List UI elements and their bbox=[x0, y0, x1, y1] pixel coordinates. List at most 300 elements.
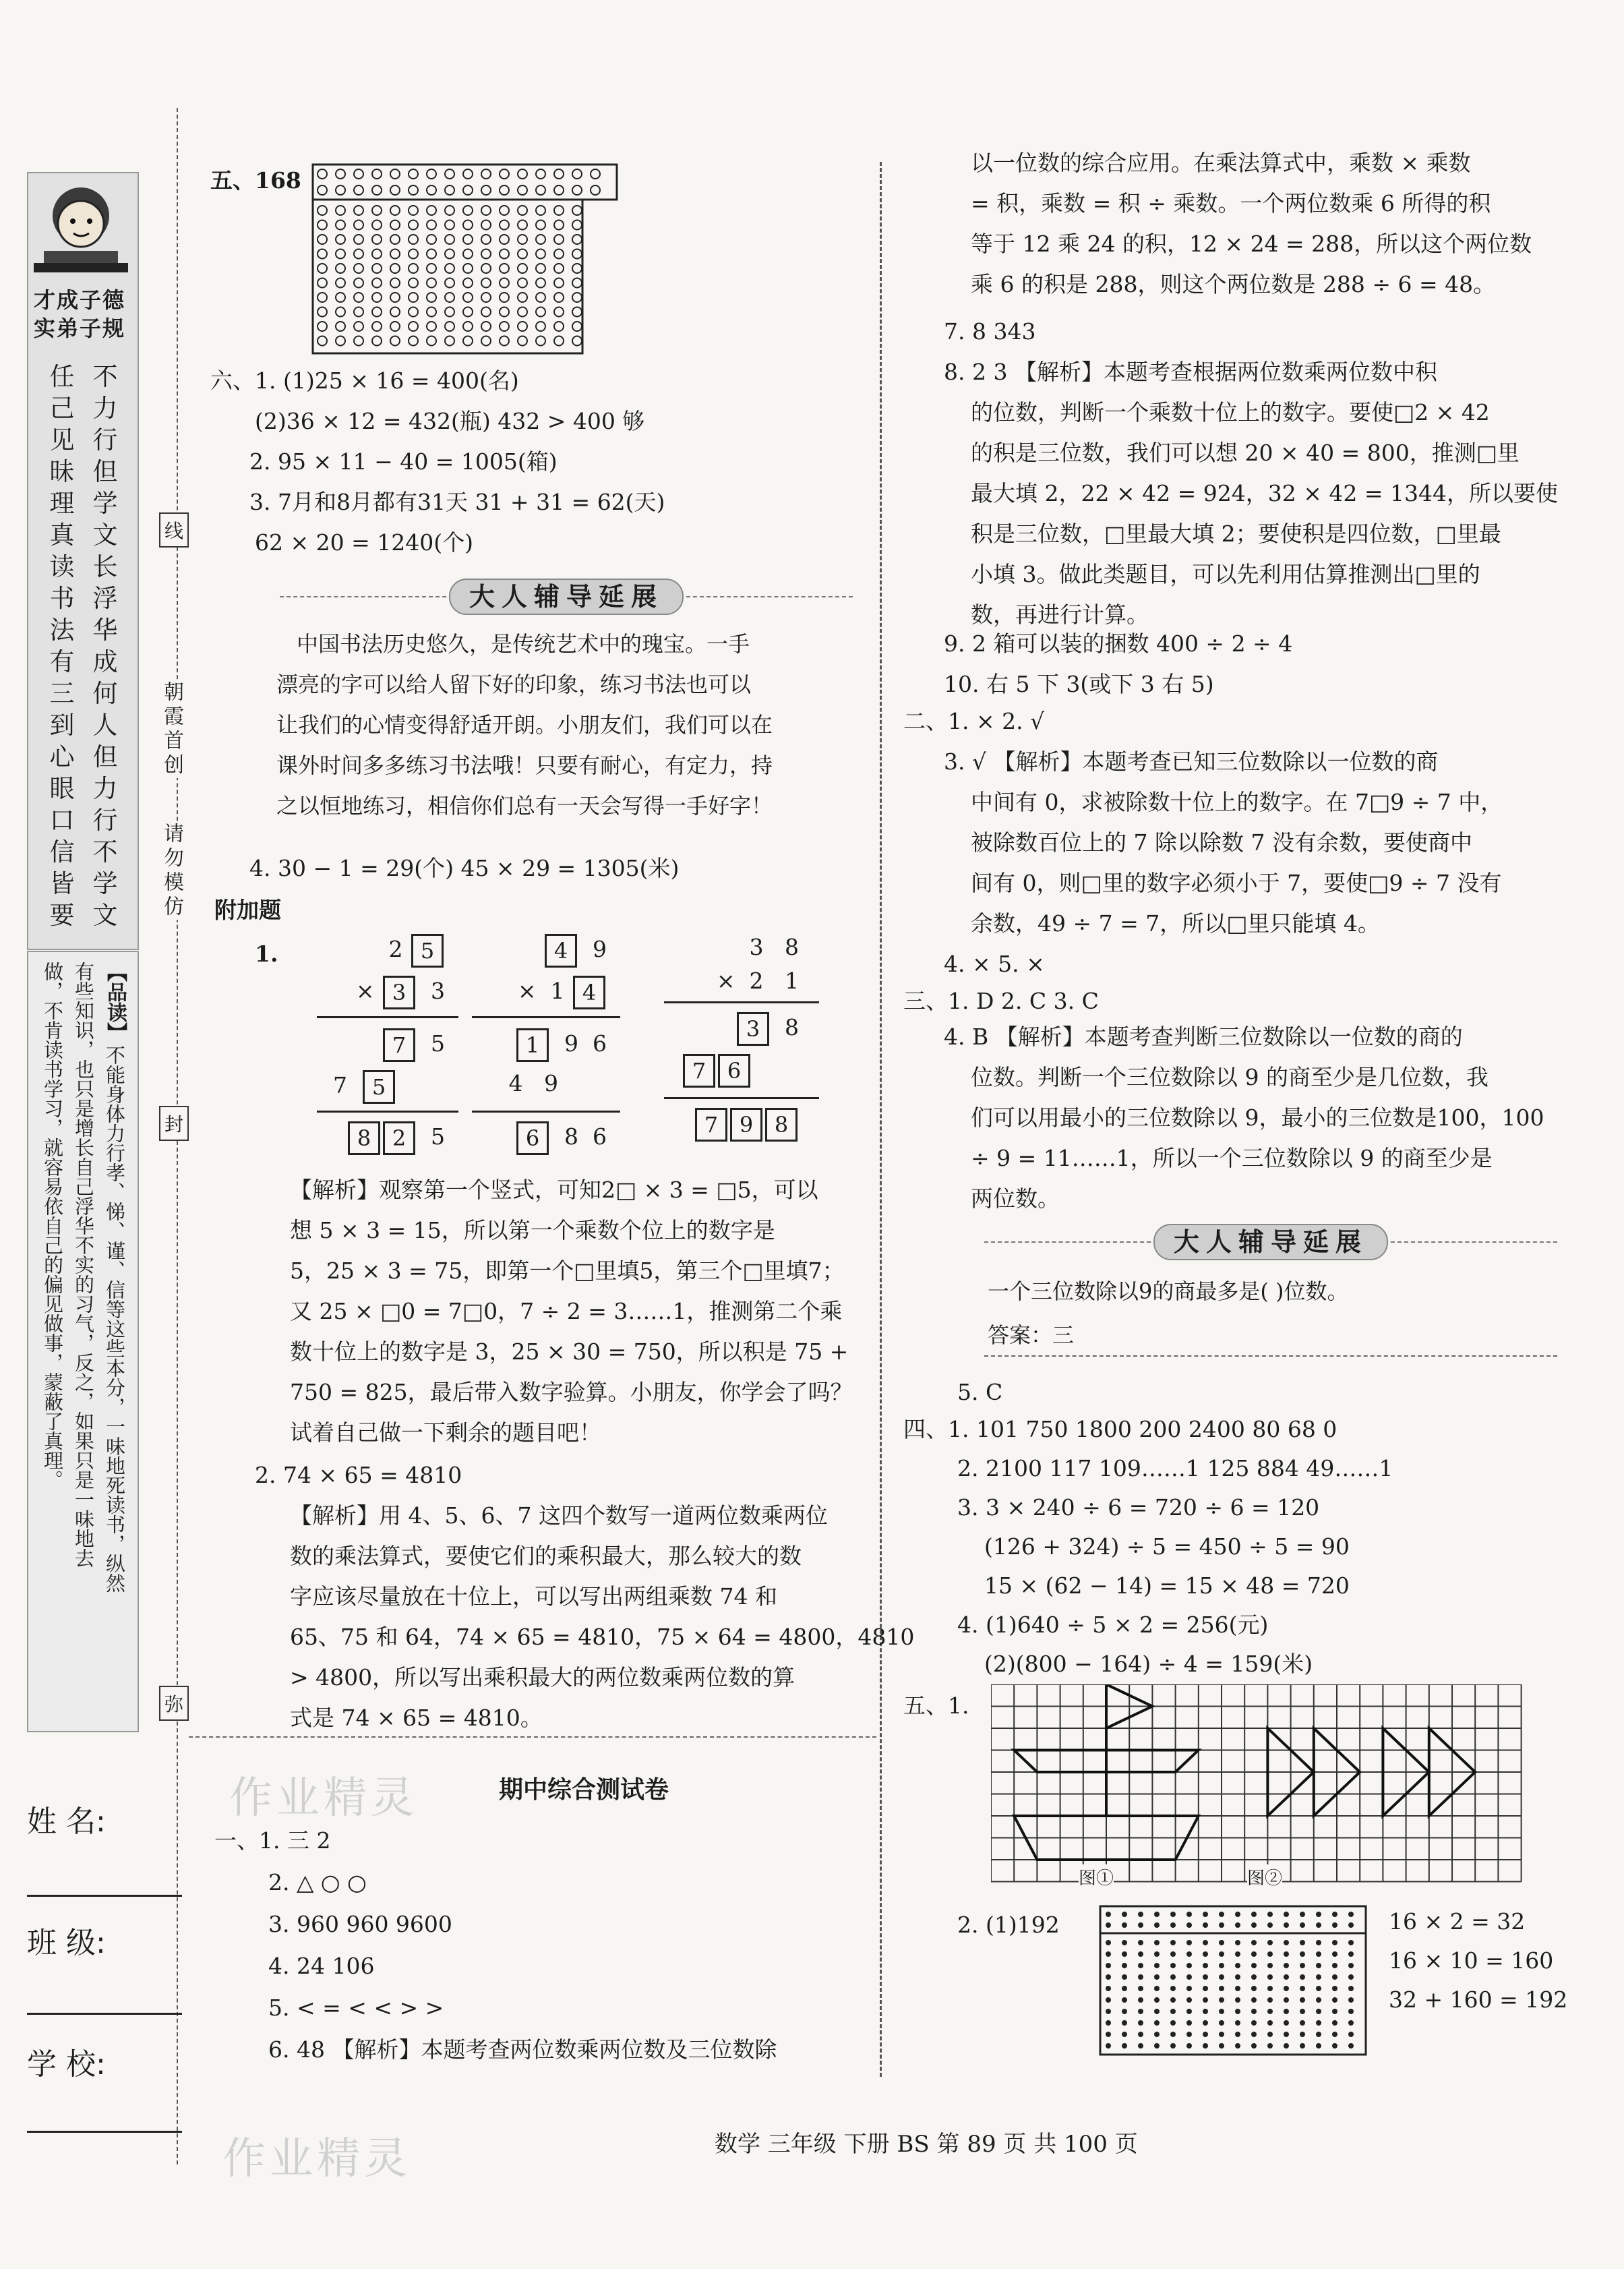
dot bbox=[1251, 1986, 1257, 1991]
dot bbox=[318, 293, 327, 302]
dot bbox=[536, 307, 545, 317]
dot bbox=[354, 336, 363, 346]
dot bbox=[1186, 2032, 1192, 2037]
banner-bottom-line bbox=[984, 1355, 1557, 1357]
dot bbox=[336, 278, 345, 288]
banner-title: 大人辅导延展 bbox=[449, 579, 684, 615]
dot bbox=[409, 264, 418, 273]
dot bbox=[591, 169, 600, 179]
analysis1-line6: 750 = 825，最后带入数字验算。小朋友，你学会了吗？ bbox=[290, 1379, 853, 1405]
m1-2: 2. △ ○ ○ bbox=[268, 1869, 367, 1895]
vm-digit: 4 bbox=[508, 1070, 523, 1096]
dot bbox=[572, 322, 582, 331]
dot bbox=[1154, 2009, 1160, 2014]
dot bbox=[500, 185, 509, 195]
dot bbox=[1154, 2043, 1160, 2049]
dot bbox=[554, 185, 564, 195]
reading-col-3: 做，不肯读书学习，就容易依自己的偏见做事，蒙蔽了真理。 bbox=[41, 962, 64, 1490]
dot bbox=[445, 322, 454, 331]
dot bbox=[336, 307, 345, 317]
dot bbox=[1348, 1951, 1354, 1957]
vm-box[interactable]: 8 bbox=[348, 1121, 380, 1155]
dot bbox=[1235, 2009, 1240, 2014]
dot bbox=[481, 293, 491, 302]
dot bbox=[1284, 1986, 1289, 1991]
dot bbox=[1300, 1912, 1305, 1917]
dot bbox=[572, 185, 582, 195]
dot bbox=[1122, 1974, 1127, 1980]
dot bbox=[500, 264, 509, 273]
dot bbox=[518, 220, 527, 230]
b3-line1: 3. √ 【解析】本题考查已知三位数除以一位数的商 bbox=[944, 748, 1439, 775]
dot bbox=[1203, 1940, 1208, 1945]
vm-digit: 3 bbox=[431, 978, 445, 1004]
dot bbox=[518, 278, 527, 288]
vm-row bbox=[750, 934, 799, 960]
vm-row bbox=[515, 1028, 607, 1062]
dot bbox=[336, 220, 345, 230]
dot bbox=[1122, 2032, 1127, 2037]
dot bbox=[1138, 2032, 1143, 2037]
vm-row bbox=[735, 1012, 799, 1046]
dot bbox=[1284, 1974, 1289, 1980]
dot bbox=[536, 336, 545, 346]
dot bbox=[372, 322, 382, 331]
dot bbox=[1316, 1974, 1321, 1980]
dot bbox=[1203, 1974, 1208, 1980]
dot bbox=[427, 278, 436, 288]
dot bbox=[1267, 1912, 1273, 1917]
dot bbox=[1235, 1922, 1240, 1928]
dot bbox=[1348, 2020, 1354, 2026]
c5: 5. C bbox=[957, 1379, 1003, 1405]
poem-entry: 任己见 bbox=[49, 362, 75, 454]
dot bbox=[1203, 1997, 1208, 2003]
dot bbox=[372, 293, 382, 302]
dot bbox=[1316, 2043, 1321, 2049]
vm-rule bbox=[664, 1001, 819, 1003]
dot bbox=[1106, 1912, 1111, 1917]
dot-grid-figure-2 bbox=[1099, 1905, 1369, 2057]
a8-line4: 最大填 2，22 × 42 = 924，32 × 42 = 1344，所以要使 bbox=[971, 480, 1558, 506]
vm-digit: 5 bbox=[431, 1030, 445, 1057]
dot bbox=[1348, 2043, 1354, 2049]
dot bbox=[554, 206, 564, 215]
analysis2-line2: 数的乘法算式，要使它们的乘积最大，那么较大的数 bbox=[290, 1543, 802, 1569]
vm-box[interactable]: 6 bbox=[718, 1054, 750, 1088]
dot bbox=[1316, 2009, 1321, 2014]
dot bbox=[372, 220, 382, 230]
dot bbox=[1122, 2020, 1127, 2026]
dot bbox=[372, 264, 382, 273]
dot bbox=[554, 307, 564, 317]
dot bbox=[1170, 1963, 1176, 1968]
dot bbox=[536, 220, 545, 230]
dot bbox=[1122, 1922, 1127, 1928]
dot bbox=[1267, 2020, 1273, 2026]
vm-box[interactable]: 7 bbox=[683, 1054, 715, 1088]
dot bbox=[500, 206, 509, 215]
vm-box[interactable]: 3 bbox=[383, 976, 415, 1009]
dot bbox=[1170, 1922, 1176, 1928]
dot bbox=[591, 185, 600, 195]
dot bbox=[1170, 2043, 1176, 2049]
dot bbox=[463, 336, 473, 346]
dot bbox=[572, 264, 582, 273]
dot bbox=[1332, 1912, 1337, 1917]
dot bbox=[318, 185, 327, 195]
dot bbox=[1316, 1940, 1321, 1945]
vm-digit: 1 bbox=[785, 968, 799, 994]
dot bbox=[1332, 2043, 1337, 2049]
poem-entry: 成何人 bbox=[92, 647, 118, 740]
dot bbox=[1203, 1986, 1208, 1991]
dot bbox=[463, 249, 473, 259]
dot bbox=[1284, 1997, 1289, 2003]
dot bbox=[554, 220, 564, 230]
dot bbox=[1300, 1986, 1305, 1991]
vm-rule bbox=[664, 1097, 819, 1099]
dot bbox=[1251, 1912, 1257, 1917]
d2: 2. 2100 117 109……1 125 884 49……1 bbox=[957, 1455, 1393, 1481]
dot bbox=[1300, 1922, 1305, 1928]
vm-sign: × bbox=[716, 968, 735, 994]
vm-box[interactable]: 4 bbox=[545, 934, 577, 968]
dot bbox=[518, 206, 527, 215]
dot bbox=[481, 249, 491, 259]
dot bbox=[1122, 2043, 1127, 2049]
dot bbox=[518, 249, 527, 259]
dot bbox=[1251, 2043, 1257, 2049]
dot bbox=[536, 293, 545, 302]
dot bbox=[409, 336, 418, 346]
vm-row bbox=[356, 976, 445, 1009]
vm-digit: 6 bbox=[593, 1123, 607, 1150]
dot bbox=[390, 235, 400, 244]
dot bbox=[1251, 2009, 1257, 2014]
poem-right-words bbox=[92, 361, 120, 931]
dot bbox=[481, 278, 491, 288]
extra-title: 附加题 bbox=[214, 897, 281, 923]
dot bbox=[1267, 1922, 1273, 1928]
dot bbox=[500, 220, 509, 230]
dot bbox=[463, 278, 473, 288]
dot bbox=[409, 249, 418, 259]
dot bbox=[1138, 1951, 1143, 1957]
vm-box[interactable]: 2 bbox=[383, 1121, 415, 1155]
dot bbox=[372, 206, 382, 215]
dot bbox=[318, 235, 327, 244]
vm-box[interactable]: 1 bbox=[516, 1028, 549, 1062]
dot bbox=[390, 169, 400, 179]
vm-box[interactable]: 6 bbox=[516, 1121, 549, 1155]
dot bbox=[354, 249, 363, 259]
dot bbox=[318, 206, 327, 215]
dot bbox=[518, 185, 527, 195]
c4-line4: ÷ 9 = 11……1，所以一个三位数除以 9 的商至少是 bbox=[971, 1145, 1493, 1171]
poem-entry: 长浮华 bbox=[92, 552, 118, 645]
dot bbox=[1138, 2009, 1143, 2014]
dot bbox=[409, 185, 418, 195]
s6-1b: (2)36 × 12 = 432(瓶) 432 > 400 够 bbox=[255, 408, 645, 434]
d4b: (2)(800 − 164) ÷ 4 = 159(米) bbox=[984, 1651, 1313, 1677]
dot bbox=[1203, 2043, 1208, 2049]
vm-rule bbox=[317, 1016, 458, 1018]
dot bbox=[518, 336, 527, 346]
dot bbox=[554, 235, 564, 244]
dot bbox=[1154, 1974, 1160, 1980]
c4-line2: 位数。判断一个三位数除以 9 的商至少是几位数，我 bbox=[971, 1064, 1488, 1090]
dot bbox=[1138, 1997, 1143, 2003]
poem-entry: 读书法 bbox=[49, 552, 75, 645]
dot bbox=[1186, 1974, 1192, 1980]
dot bbox=[572, 206, 582, 215]
dot bbox=[1284, 1912, 1289, 1917]
dot bbox=[390, 220, 400, 230]
q5-label: 五、168 bbox=[210, 167, 301, 194]
dot bbox=[1284, 1940, 1289, 1945]
dot bbox=[390, 185, 400, 195]
analysis2-line4: 65、75 和 64，74 × 65 = 4810，75 × 64 = 4800，4810 bbox=[290, 1624, 915, 1650]
vm-box[interactable]: 7 bbox=[383, 1028, 415, 1062]
c4-line3: 们可以用最小的三位数除以 9，最小的三位数是100，100 bbox=[971, 1104, 1544, 1131]
dot bbox=[1332, 2032, 1337, 2037]
dot bbox=[445, 206, 454, 215]
dot bbox=[1251, 1997, 1257, 2003]
para1-line1: 中国书法历史悠久，是传统艺术中的瑰宝。一手 bbox=[297, 631, 750, 657]
dot bbox=[481, 307, 491, 317]
dot bbox=[1138, 1963, 1143, 1968]
dot bbox=[336, 264, 345, 273]
dot bbox=[1284, 1951, 1289, 1957]
a10: 10. 右 5 下 3(或下 3 右 5) bbox=[944, 671, 1214, 697]
dot bbox=[1203, 1963, 1208, 1968]
dot bbox=[354, 264, 363, 273]
school-underline[interactable] bbox=[27, 2131, 182, 2133]
vm-digit: 8 bbox=[785, 1014, 799, 1040]
dot bbox=[1348, 1940, 1354, 1945]
vm-digit: 8 bbox=[785, 934, 799, 960]
poem-table bbox=[30, 361, 135, 941]
vm-box[interactable]: 9 bbox=[730, 1108, 762, 1142]
seal-text-2: 请勿模仿 bbox=[156, 823, 186, 920]
dot bbox=[372, 307, 382, 317]
vm-rule bbox=[472, 1016, 620, 1018]
dot bbox=[536, 206, 545, 215]
dot bbox=[390, 322, 400, 331]
dot bbox=[1138, 1922, 1143, 1928]
mark-xian: 线 bbox=[159, 512, 189, 548]
cont-line1: 以一位数的综合应用。在乘法算式中，乘数 × 乘数 bbox=[971, 150, 1471, 176]
symmetry-grid-figure bbox=[991, 1684, 1524, 1893]
vm-box[interactable]: 8 bbox=[765, 1108, 798, 1142]
vm-box[interactable]: 5 bbox=[363, 1070, 395, 1104]
dot bbox=[1219, 1951, 1224, 1957]
dot bbox=[1300, 2009, 1305, 2014]
dot bbox=[409, 220, 418, 230]
vm-row bbox=[515, 1121, 607, 1155]
dot bbox=[1316, 2032, 1321, 2037]
dot bbox=[1332, 1940, 1337, 1945]
vm-box[interactable]: 7 bbox=[695, 1108, 727, 1142]
dot bbox=[1106, 1951, 1111, 1957]
vm-digit: 8 bbox=[564, 1123, 579, 1150]
dot bbox=[372, 235, 382, 244]
dot bbox=[518, 307, 527, 317]
dot bbox=[1106, 1922, 1111, 1928]
reading-text bbox=[30, 957, 135, 1726]
dot bbox=[1332, 1963, 1337, 1968]
dot bbox=[336, 336, 345, 346]
poem-entry: 但学文 bbox=[92, 457, 118, 550]
dot bbox=[390, 206, 400, 215]
b3-line4: 间有 0，则□里的数字必须小于 7，要使□9 ÷ 7 没有 bbox=[971, 870, 1502, 896]
dot bbox=[354, 185, 363, 195]
dot bbox=[536, 264, 545, 273]
dot bbox=[445, 264, 454, 273]
vm-row bbox=[333, 1070, 396, 1104]
dot bbox=[463, 322, 473, 331]
dot bbox=[1348, 1974, 1354, 1980]
analysis2-line5: > 4800，所以写出乘积最大的两位数乘两位数的算 bbox=[290, 1664, 795, 1690]
vm-row bbox=[347, 1121, 445, 1155]
dot bbox=[463, 185, 473, 195]
s6-2: 2. 95 × 11 − 40 = 1005(箱) bbox=[249, 448, 558, 475]
dot-strip-frame bbox=[1100, 1906, 1366, 1933]
dot bbox=[1154, 2020, 1160, 2026]
analysis2-line1: 【解析】用 4、5、6、7 这四个数写一道两位数乘两位 bbox=[290, 1502, 828, 1529]
dot bbox=[481, 322, 491, 331]
dot bbox=[390, 249, 400, 259]
dot bbox=[1203, 1912, 1208, 1917]
vm-row bbox=[518, 976, 607, 1009]
dot bbox=[336, 249, 345, 259]
vm-box[interactable]: 4 bbox=[573, 976, 605, 1009]
poem-entry: 心眼口 bbox=[49, 742, 75, 835]
dot bbox=[1170, 2032, 1176, 2037]
dot bbox=[1267, 1963, 1273, 1968]
dot bbox=[1138, 2043, 1143, 2049]
vm-rule bbox=[472, 1111, 620, 1113]
dot bbox=[1348, 2032, 1354, 2037]
vm-digit: 9 bbox=[564, 1030, 579, 1057]
d3a: 3. 3 × 240 ÷ 6 = 720 ÷ 6 = 120 bbox=[957, 1494, 1320, 1521]
dot bbox=[1122, 2009, 1127, 2014]
dot bbox=[1235, 1912, 1240, 1917]
analysis2-line6: 式是 74 × 65 = 4810。 bbox=[290, 1705, 543, 1731]
extra-2: 2. 74 × 65 = 4810 bbox=[255, 1462, 462, 1488]
dot bbox=[427, 307, 436, 317]
dot-grid-figure bbox=[311, 163, 618, 355]
name-underline[interactable] bbox=[27, 1895, 182, 1897]
dot bbox=[1332, 1974, 1337, 1980]
dot bbox=[336, 185, 345, 195]
dot bbox=[1122, 1940, 1127, 1945]
fig1-label: 图① bbox=[1079, 1864, 1114, 1889]
dot bbox=[1154, 1922, 1160, 1928]
vm-row bbox=[543, 934, 607, 968]
column-divider bbox=[880, 162, 882, 2077]
b4: 4. × 5. × bbox=[944, 951, 1045, 977]
b3-line2: 中间有 0，求被除数十位上的数字。在 7□9 ÷ 7 中， bbox=[971, 789, 1503, 815]
dot bbox=[1106, 2043, 1111, 2049]
dot bbox=[1300, 1997, 1305, 2003]
dot bbox=[1284, 2043, 1289, 2049]
dot bbox=[372, 278, 382, 288]
class-underline[interactable] bbox=[27, 2013, 182, 2015]
dot bbox=[481, 264, 491, 273]
vm-sign: × bbox=[355, 978, 375, 1004]
dot bbox=[1186, 1912, 1192, 1917]
dot bbox=[1251, 1922, 1257, 1928]
dot bbox=[500, 169, 509, 179]
dot bbox=[1235, 1997, 1240, 2003]
dot bbox=[354, 307, 363, 317]
vm-box[interactable]: 3 bbox=[737, 1012, 769, 1046]
dot bbox=[1106, 2009, 1111, 2014]
dot bbox=[1106, 1997, 1111, 2003]
dot bbox=[554, 169, 564, 179]
school-label: 学 校: bbox=[27, 2047, 106, 2082]
dot bbox=[1219, 2009, 1224, 2014]
dot bbox=[1106, 1974, 1111, 1980]
dot bbox=[445, 336, 454, 346]
vm-digit: 2 bbox=[388, 936, 403, 962]
dot bbox=[572, 249, 582, 259]
dot bbox=[1170, 2009, 1176, 2014]
dot bbox=[1267, 2009, 1273, 2014]
poem-entry: 但力行 bbox=[92, 742, 118, 835]
dot bbox=[1332, 1922, 1337, 1928]
dot bbox=[1170, 1940, 1176, 1945]
s6-1a: 六、1. (1)25 × 16 = 400(名) bbox=[210, 367, 519, 394]
s6-3b: 62 × 20 = 1240(个) bbox=[255, 529, 473, 556]
dot bbox=[500, 235, 509, 244]
poem-entry: 有三到 bbox=[49, 647, 75, 740]
vm-digit: 9 bbox=[544, 1070, 558, 1096]
dot bbox=[1170, 1951, 1176, 1957]
dot bbox=[536, 278, 545, 288]
dot bbox=[354, 169, 363, 179]
dot bbox=[409, 278, 418, 288]
dot bbox=[463, 307, 473, 317]
c4-line1: 4. B 【解析】本题考查判断三位数除以一位数的商的 bbox=[944, 1024, 1463, 1050]
dot bbox=[1219, 1997, 1224, 2003]
dot bbox=[1332, 2009, 1337, 2014]
poem-left-words bbox=[49, 361, 77, 931]
vm-box[interactable]: 5 bbox=[411, 934, 444, 968]
dot bbox=[1203, 1922, 1208, 1928]
dot bbox=[481, 235, 491, 244]
dot bbox=[427, 249, 436, 259]
dot bbox=[536, 169, 545, 179]
banner-guidance-2 bbox=[984, 1224, 1557, 1259]
dot bbox=[1316, 1922, 1321, 1928]
e2-calc1: 16 × 2 = 32 bbox=[1389, 1908, 1526, 1935]
dot bbox=[481, 169, 491, 179]
reading-col-1: 不能身体力行孝、悌、谨、信等这些本分，一味地死读书，纵然 bbox=[103, 1045, 126, 1593]
dot bbox=[1267, 1986, 1273, 1991]
vm-sign: × bbox=[517, 978, 537, 1004]
dot bbox=[445, 185, 454, 195]
dot bbox=[1186, 2043, 1192, 2049]
dot bbox=[318, 220, 327, 230]
s6-3a: 3. 7月和8月都有31天 31 + 31 = 62(天) bbox=[249, 489, 665, 515]
dot bbox=[1203, 2032, 1208, 2037]
dot bbox=[372, 169, 382, 179]
dot bbox=[1186, 1922, 1192, 1928]
dot bbox=[336, 206, 345, 215]
